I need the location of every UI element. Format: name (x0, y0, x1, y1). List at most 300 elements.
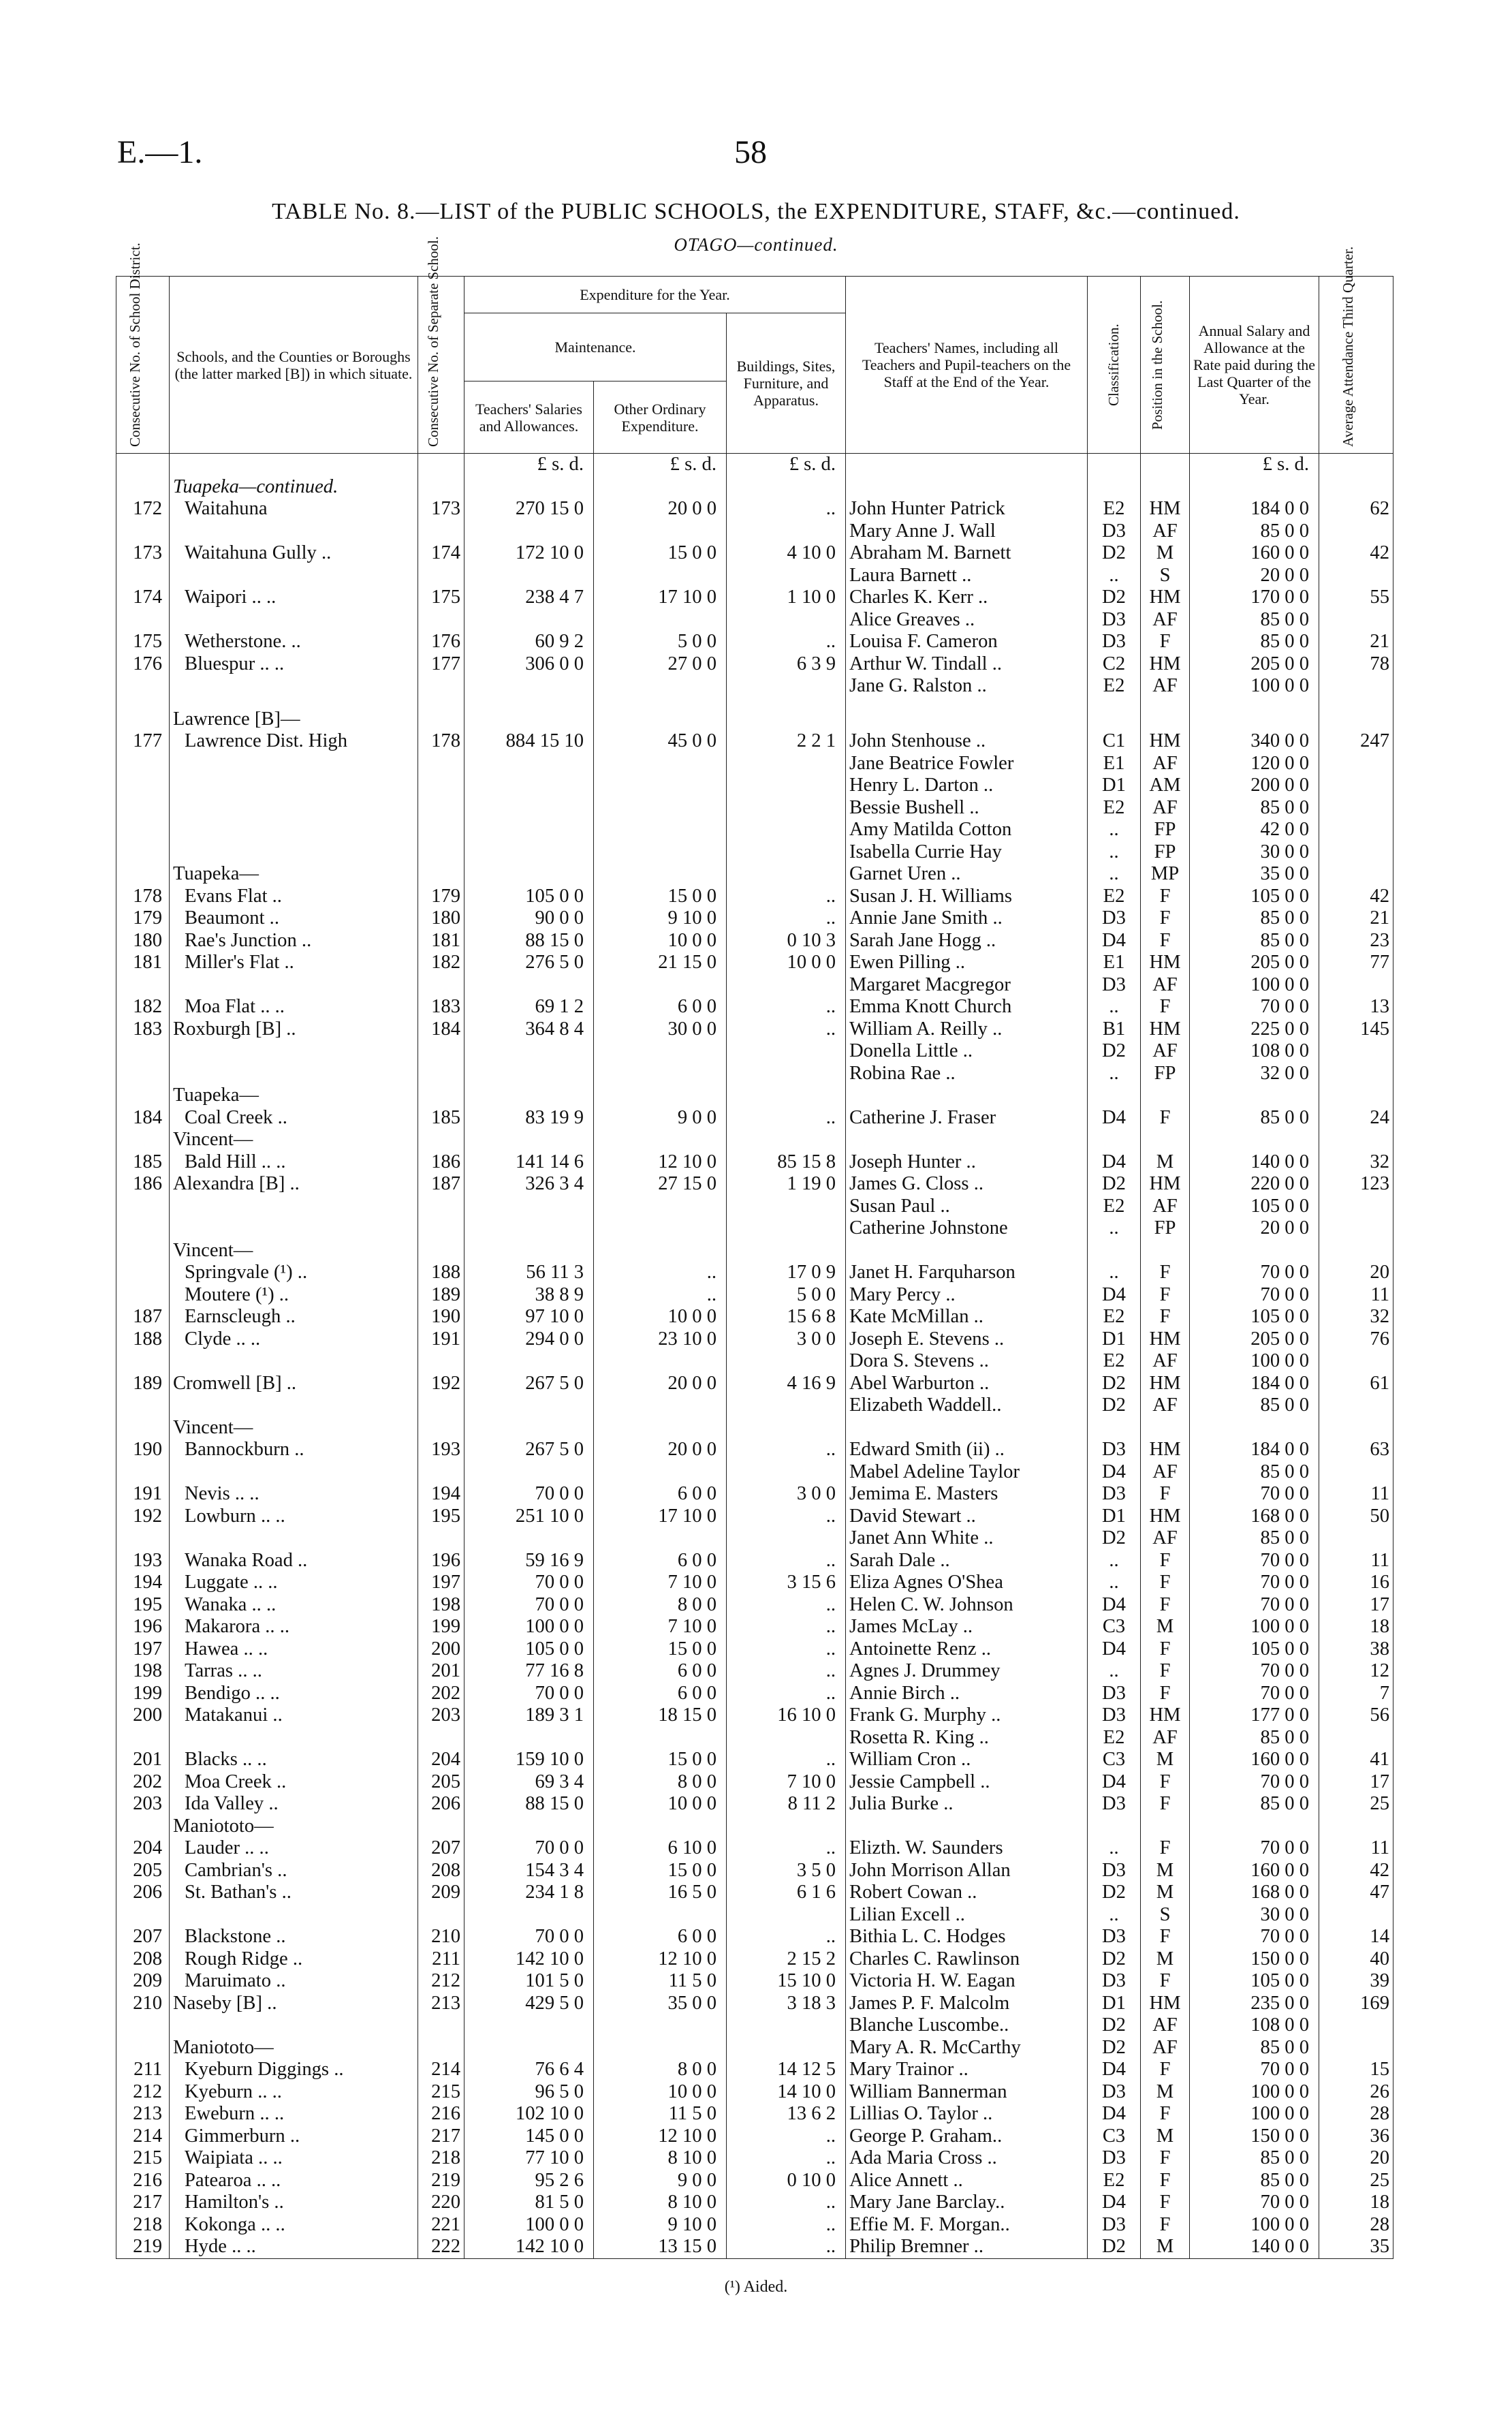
teacher-name (846, 1240, 1088, 1262)
buildings-amount: 3 0 0 (727, 1483, 846, 1506)
school-name: Beaumont .. (170, 907, 418, 930)
school-name (170, 609, 418, 632)
classification: D1 (1088, 775, 1141, 797)
table-row (116, 819, 1393, 841)
average-attendance: 169 (1319, 1993, 1393, 2015)
table-row (116, 498, 1393, 520)
position: F (1141, 886, 1190, 908)
other-expenditure (594, 841, 727, 864)
school-name: Earnscleugh .. (170, 1306, 418, 1328)
other-expenditure: 8 0 0 (594, 2059, 727, 2081)
salaries-amount: 142 10 0 (464, 2236, 594, 2258)
school-name (170, 775, 418, 797)
school-name (170, 797, 418, 820)
district-number (116, 565, 170, 587)
table-row (116, 1771, 1393, 1794)
annual-salary: 70 0 0 (1190, 1771, 1319, 1794)
classification: .. (1088, 819, 1141, 841)
classification: D3 (1088, 907, 1141, 930)
average-attendance: 123 (1319, 1173, 1393, 1196)
average-attendance: 76 (1319, 1328, 1393, 1351)
other-expenditure (594, 1904, 727, 1927)
teacher-name: Amy Matilda Cotton (846, 819, 1088, 841)
other-expenditure: 17 10 0 (594, 587, 727, 609)
teacher-name: Robert Cowan .. (846, 1882, 1088, 1904)
buildings-amount (727, 1129, 846, 1151)
school-name (170, 1527, 418, 1550)
annual-salary: 184 0 0 (1190, 1439, 1319, 1461)
district-number (116, 1217, 170, 1240)
school-name: Lowburn .. .. (170, 1506, 418, 1528)
salaries-amount: 189 3 1 (464, 1704, 594, 1727)
separate-number: 213 (418, 1993, 464, 2015)
school-name: Tuapeka— (170, 1085, 418, 1107)
table-row (116, 653, 1393, 676)
average-attendance: 21 (1319, 907, 1393, 930)
salaries-amount: 70 0 0 (464, 1683, 594, 1705)
district-number (116, 708, 170, 731)
buildings-amount: .. (727, 631, 846, 653)
position: M (1141, 2236, 1190, 2258)
footnote: (¹) Aided. (724, 2278, 788, 2296)
position: M (1141, 2081, 1190, 2104)
separate-number (418, 863, 464, 886)
annual-salary: 85 0 0 (1190, 1461, 1319, 1484)
salaries-amount: 159 10 0 (464, 1749, 594, 1771)
annual-salary: 100 0 0 (1190, 2103, 1319, 2125)
annual-salary: 70 0 0 (1190, 996, 1319, 1018)
buildings-amount: 10 0 0 (727, 952, 846, 974)
separate-number (418, 1196, 464, 1218)
separate-number: 216 (418, 2103, 464, 2125)
separate-number (418, 1395, 464, 1417)
salaries-amount: 172 10 0 (464, 542, 594, 565)
school-name: Tuapeka— (170, 863, 418, 886)
school-name: Kyeburn .. .. (170, 2081, 418, 2104)
school-name (170, 753, 418, 775)
other-expenditure (594, 2014, 727, 2037)
average-attendance: 36 (1319, 2125, 1393, 2148)
average-attendance (1319, 609, 1393, 632)
buildings-amount: .. (727, 498, 846, 520)
table-row (116, 1970, 1393, 1993)
teacher-name: Eliza Agnes O'Shea (846, 1572, 1088, 1594)
separate-number: 222 (418, 2236, 464, 2258)
other-expenditure: 10 0 0 (594, 930, 727, 952)
classification: .. (1088, 1550, 1141, 1572)
annual-salary: 100 0 0 (1190, 1350, 1319, 1373)
classification: E1 (1088, 952, 1141, 974)
annual-salary: 20 0 0 (1190, 565, 1319, 587)
average-attendance (1319, 1461, 1393, 1484)
position: HM (1141, 1328, 1190, 1351)
average-attendance: 77 (1319, 952, 1393, 974)
school-name: Cambrian's .. (170, 1860, 418, 1882)
salaries-amount: 141 14 6 (464, 1151, 594, 1174)
classification: D2 (1088, 1948, 1141, 1971)
separate-number: 205 (418, 1771, 464, 1794)
position: F (1141, 1837, 1190, 1860)
table-row (116, 1151, 1393, 1174)
average-attendance: 47 (1319, 1882, 1393, 1904)
school-name: Moa Creek .. (170, 1771, 418, 1794)
salaries-amount (464, 609, 594, 632)
classification (1088, 1417, 1141, 1439)
table-row (116, 587, 1393, 609)
col-header-separate: Consecutive No. of Separate School. (418, 277, 464, 454)
annual-salary: 70 0 0 (1190, 1926, 1319, 1948)
units-other: £ s. d. (594, 454, 727, 476)
buildings-amount: 3 0 0 (727, 1328, 846, 1351)
buildings-amount: 3 15 6 (727, 1572, 846, 1594)
district-number: 188 (116, 1328, 170, 1351)
average-attendance: 40 (1319, 1948, 1393, 1971)
table-row (116, 631, 1393, 653)
district-number: 204 (116, 1837, 170, 1860)
district-number (116, 1240, 170, 1262)
separate-number (418, 675, 464, 698)
teacher-name: Rosetta R. King .. (846, 1727, 1088, 1749)
teacher-name: Donella Little .. (846, 1040, 1088, 1063)
separate-number (418, 1085, 464, 1107)
district-number: 209 (116, 1970, 170, 1993)
buildings-amount (727, 1816, 846, 1838)
annual-salary: 150 0 0 (1190, 1948, 1319, 1971)
average-attendance: 18 (1319, 2192, 1393, 2214)
average-attendance (1319, 565, 1393, 587)
table-row (116, 2014, 1393, 2037)
district-number (116, 1284, 170, 1307)
salaries-amount: 105 0 0 (464, 886, 594, 908)
separate-number: 220 (418, 2192, 464, 2214)
average-attendance (1319, 2037, 1393, 2059)
buildings-amount (727, 775, 846, 797)
average-attendance: 13 (1319, 996, 1393, 1018)
table-row (116, 974, 1393, 997)
teacher-name: Isabella Currie Hay (846, 841, 1088, 864)
average-attendance: 25 (1319, 1793, 1393, 1816)
annual-salary: 85 0 0 (1190, 2170, 1319, 2192)
average-attendance: 42 (1319, 542, 1393, 565)
table-subtitle: OTAGO—continued. (674, 234, 838, 255)
school-name: Waipiata .. .. (170, 2147, 418, 2170)
table-row (116, 1882, 1393, 1904)
other-expenditure (594, 520, 727, 543)
salaries-amount (464, 1040, 594, 1063)
buildings-amount (727, 1417, 846, 1439)
school-name: Naseby [B] .. (170, 1993, 418, 2015)
table-row (116, 1860, 1393, 1882)
annual-salary: 100 0 0 (1190, 2081, 1319, 2104)
position: F (1141, 1483, 1190, 1506)
annual-salary: 235 0 0 (1190, 1993, 1319, 2015)
other-expenditure (594, 565, 727, 587)
buildings-amount: .. (727, 1550, 846, 1572)
buildings-amount (727, 1461, 846, 1484)
teacher-name: Mary A. R. McCarthy (846, 2037, 1088, 2059)
school-name: Tuapeka—continued. (170, 476, 418, 499)
separate-number: 183 (418, 996, 464, 1018)
district-number (116, 1816, 170, 1838)
teacher-name: Dora S. Stevens .. (846, 1350, 1088, 1373)
district-number: 193 (116, 1550, 170, 1572)
classification: E1 (1088, 753, 1141, 775)
separate-number (418, 565, 464, 587)
district-number (116, 841, 170, 864)
school-name: Bannockburn .. (170, 1439, 418, 1461)
salaries-amount: 69 1 2 (464, 996, 594, 1018)
position: HM (1141, 1993, 1190, 2015)
district-number (116, 1527, 170, 1550)
school-name: Waipori .. .. (170, 587, 418, 609)
school-name (170, 1196, 418, 1218)
average-attendance: 17 (1319, 1594, 1393, 1617)
other-expenditure (594, 1217, 727, 1240)
classification: D3 (1088, 1683, 1141, 1705)
district-number: 194 (116, 1572, 170, 1594)
average-attendance (1319, 1727, 1393, 1749)
buildings-amount (727, 819, 846, 841)
annual-salary: 85 0 0 (1190, 520, 1319, 543)
separate-number: 197 (418, 1572, 464, 1594)
annual-salary: 30 0 0 (1190, 841, 1319, 864)
table-row (116, 609, 1393, 632)
buildings-amount: 8 11 2 (727, 1793, 846, 1816)
school-name: Vincent— (170, 1129, 418, 1151)
school-name (170, 841, 418, 864)
table-row (116, 1284, 1393, 1307)
buildings-amount (727, 698, 846, 708)
district-number: 179 (116, 907, 170, 930)
position: AF (1141, 1350, 1190, 1373)
school-name: Wanaka .. .. (170, 1594, 418, 1617)
classification: D4 (1088, 930, 1141, 952)
position: AF (1141, 609, 1190, 632)
district-number: 207 (116, 1926, 170, 1948)
annual-salary (1190, 1240, 1319, 1262)
teacher-name: Bessie Bushell .. (846, 797, 1088, 820)
other-expenditure: 6 0 0 (594, 1926, 727, 1948)
teacher-name (846, 1816, 1088, 1838)
average-attendance: 16 (1319, 1572, 1393, 1594)
table-row (116, 1018, 1393, 1041)
separate-number: 181 (418, 930, 464, 952)
buildings-amount: 1 10 0 (727, 587, 846, 609)
annual-salary: 42 0 0 (1190, 819, 1319, 841)
classification: D4 (1088, 1461, 1141, 1484)
other-expenditure: 30 0 0 (594, 1018, 727, 1041)
table-row (116, 565, 1393, 587)
classification: D3 (1088, 2214, 1141, 2237)
salaries-amount: 81 5 0 (464, 2192, 594, 2214)
separate-number (418, 974, 464, 997)
separate-number (418, 1217, 464, 1240)
buildings-amount: .. (727, 1749, 846, 1771)
separate-number: 202 (418, 1683, 464, 1705)
other-expenditure: 12 10 0 (594, 1151, 727, 1174)
salaries-amount: 76 6 4 (464, 2059, 594, 2081)
salaries-amount (464, 2014, 594, 2037)
school-name: Matakanui .. (170, 1704, 418, 1727)
separate-number: 174 (418, 542, 464, 565)
district-number (116, 1262, 170, 1284)
salaries-amount: 70 0 0 (464, 1837, 594, 1860)
table-row (116, 1749, 1393, 1771)
position: HM (1141, 1439, 1190, 1461)
annual-salary: 70 0 0 (1190, 1483, 1319, 1506)
buildings-amount: 0 10 0 (727, 2170, 846, 2192)
school-name: Evans Flat .. (170, 886, 418, 908)
buildings-amount: 2 15 2 (727, 1948, 846, 1971)
buildings-amount (727, 1040, 846, 1063)
teacher-name: Julia Burke .. (846, 1793, 1088, 1816)
average-attendance (1319, 1417, 1393, 1439)
salaries-amount (464, 476, 594, 499)
separate-number (418, 1904, 464, 1927)
position: F (1141, 2147, 1190, 2170)
other-expenditure: 35 0 0 (594, 1993, 727, 2015)
teacher-name: Susan Paul .. (846, 1196, 1088, 1218)
table-row (116, 1129, 1393, 1151)
annual-salary: 35 0 0 (1190, 863, 1319, 886)
district-number: 213 (116, 2103, 170, 2125)
classification: D3 (1088, 974, 1141, 997)
other-expenditure: 15 0 0 (594, 1749, 727, 1771)
salaries-amount: 77 16 8 (464, 1660, 594, 1683)
school-name: Cromwell [B] .. (170, 1373, 418, 1395)
col-header-salaries: Teachers' Salaries and Allowances. (464, 381, 594, 454)
table-row (116, 2081, 1393, 2104)
table-row (116, 1373, 1393, 1395)
average-attendance: 14 (1319, 1926, 1393, 1948)
salaries-amount: 267 5 0 (464, 1439, 594, 1461)
annual-salary: 32 0 0 (1190, 1063, 1319, 1085)
district-number (116, 1085, 170, 1107)
school-name: Moutere (¹) .. (170, 1284, 418, 1307)
position (1141, 708, 1190, 731)
classification: C3 (1088, 1616, 1141, 1638)
teacher-name: Ada Maria Cross .. (846, 2147, 1088, 2170)
teacher-name: James McLay .. (846, 1616, 1088, 1638)
table-row (116, 2037, 1393, 2059)
classification: E2 (1088, 886, 1141, 908)
annual-salary: 70 0 0 (1190, 1572, 1319, 1594)
teacher-name: Elizth. W. Saunders (846, 1837, 1088, 1860)
school-name: Maniototo— (170, 1816, 418, 1838)
classification: D4 (1088, 1594, 1141, 1617)
classification: .. (1088, 841, 1141, 864)
salaries-amount (464, 753, 594, 775)
table-row (116, 886, 1393, 908)
teacher-name: Henry L. Darton .. (846, 775, 1088, 797)
annual-salary: 160 0 0 (1190, 1860, 1319, 1882)
table-row (116, 841, 1393, 864)
annual-salary: 85 0 0 (1190, 1527, 1319, 1550)
school-name (170, 1727, 418, 1749)
salaries-amount: 142 10 0 (464, 1948, 594, 1971)
annual-salary: 108 0 0 (1190, 1040, 1319, 1063)
buildings-amount: .. (727, 1926, 846, 1948)
table-title: TABLE No. 8.—LIST of the PUBLIC SCHOOLS, the EXPENDITURE, STAFF, &c.—continued. (272, 199, 1240, 224)
table-row (116, 2170, 1393, 2192)
buildings-amount: .. (727, 1594, 846, 1617)
table-row (116, 1572, 1393, 1594)
annual-salary: 70 0 0 (1190, 2192, 1319, 2214)
table-row (116, 1173, 1393, 1196)
school-name: Rough Ridge .. (170, 1948, 418, 1971)
classification: D2 (1088, 1173, 1141, 1196)
separate-number: 221 (418, 2214, 464, 2237)
separate-number: 187 (418, 1173, 464, 1196)
salaries-amount (464, 675, 594, 698)
table-row (116, 1837, 1393, 1860)
district-number: 182 (116, 996, 170, 1018)
school-name: Blackstone .. (170, 1926, 418, 1948)
district-number: 195 (116, 1594, 170, 1617)
district-number (116, 1350, 170, 1373)
table-row (116, 2059, 1393, 2081)
salaries-amount (464, 1085, 594, 1107)
annual-salary: 160 0 0 (1190, 1749, 1319, 1771)
buildings-amount (727, 1085, 846, 1107)
separate-number: 175 (418, 587, 464, 609)
position (1141, 1417, 1190, 1439)
average-attendance: 78 (1319, 653, 1393, 676)
col-header-average: Average Attendance Third Quarter. (1319, 277, 1393, 454)
buildings-amount (727, 476, 846, 499)
teacher-name: Jane G. Ralston .. (846, 675, 1088, 698)
teacher-name: Jessie Campbell .. (846, 1771, 1088, 1794)
annual-salary: 105 0 0 (1190, 1638, 1319, 1661)
other-expenditure (594, 1240, 727, 1262)
classification: D1 (1088, 1506, 1141, 1528)
buildings-amount: 4 10 0 (727, 542, 846, 565)
teacher-name: Mabel Adeline Taylor (846, 1461, 1088, 1484)
buildings-amount (727, 565, 846, 587)
classification: D3 (1088, 1970, 1141, 1993)
other-expenditure: 7 10 0 (594, 1616, 727, 1638)
teacher-name: Louisa F. Cameron (846, 631, 1088, 653)
teacher-name (846, 708, 1088, 731)
annual-salary: 70 0 0 (1190, 1660, 1319, 1683)
salaries-amount (464, 1217, 594, 1240)
salaries-amount (464, 1395, 594, 1417)
classification (1088, 476, 1141, 499)
district-number (116, 520, 170, 543)
table-row (116, 1240, 1393, 1262)
buildings-amount: .. (727, 996, 846, 1018)
district-number: 218 (116, 2214, 170, 2237)
teacher-name: Blanche Luscombe.. (846, 2014, 1088, 2037)
average-attendance: 42 (1319, 886, 1393, 908)
salaries-amount (464, 520, 594, 543)
salaries-amount (464, 974, 594, 997)
salaries-amount (464, 775, 594, 797)
annual-salary: 108 0 0 (1190, 2014, 1319, 2037)
buildings-amount (727, 2037, 846, 2059)
col-header-teachers: Teachers' Names, including all Teachers and Pupil-teachers on the Staff at the End of the Year. (846, 277, 1088, 454)
average-attendance (1319, 1904, 1393, 1927)
average-attendance (1319, 863, 1393, 886)
buildings-amount (727, 863, 846, 886)
other-expenditure: 45 0 0 (594, 730, 727, 753)
average-attendance: 28 (1319, 2103, 1393, 2125)
buildings-amount (727, 1727, 846, 1749)
salaries-amount (464, 1417, 594, 1439)
buildings-amount: 1 19 0 (727, 1173, 846, 1196)
district-number: 217 (116, 2192, 170, 2214)
salaries-amount: 105 0 0 (464, 1638, 594, 1661)
